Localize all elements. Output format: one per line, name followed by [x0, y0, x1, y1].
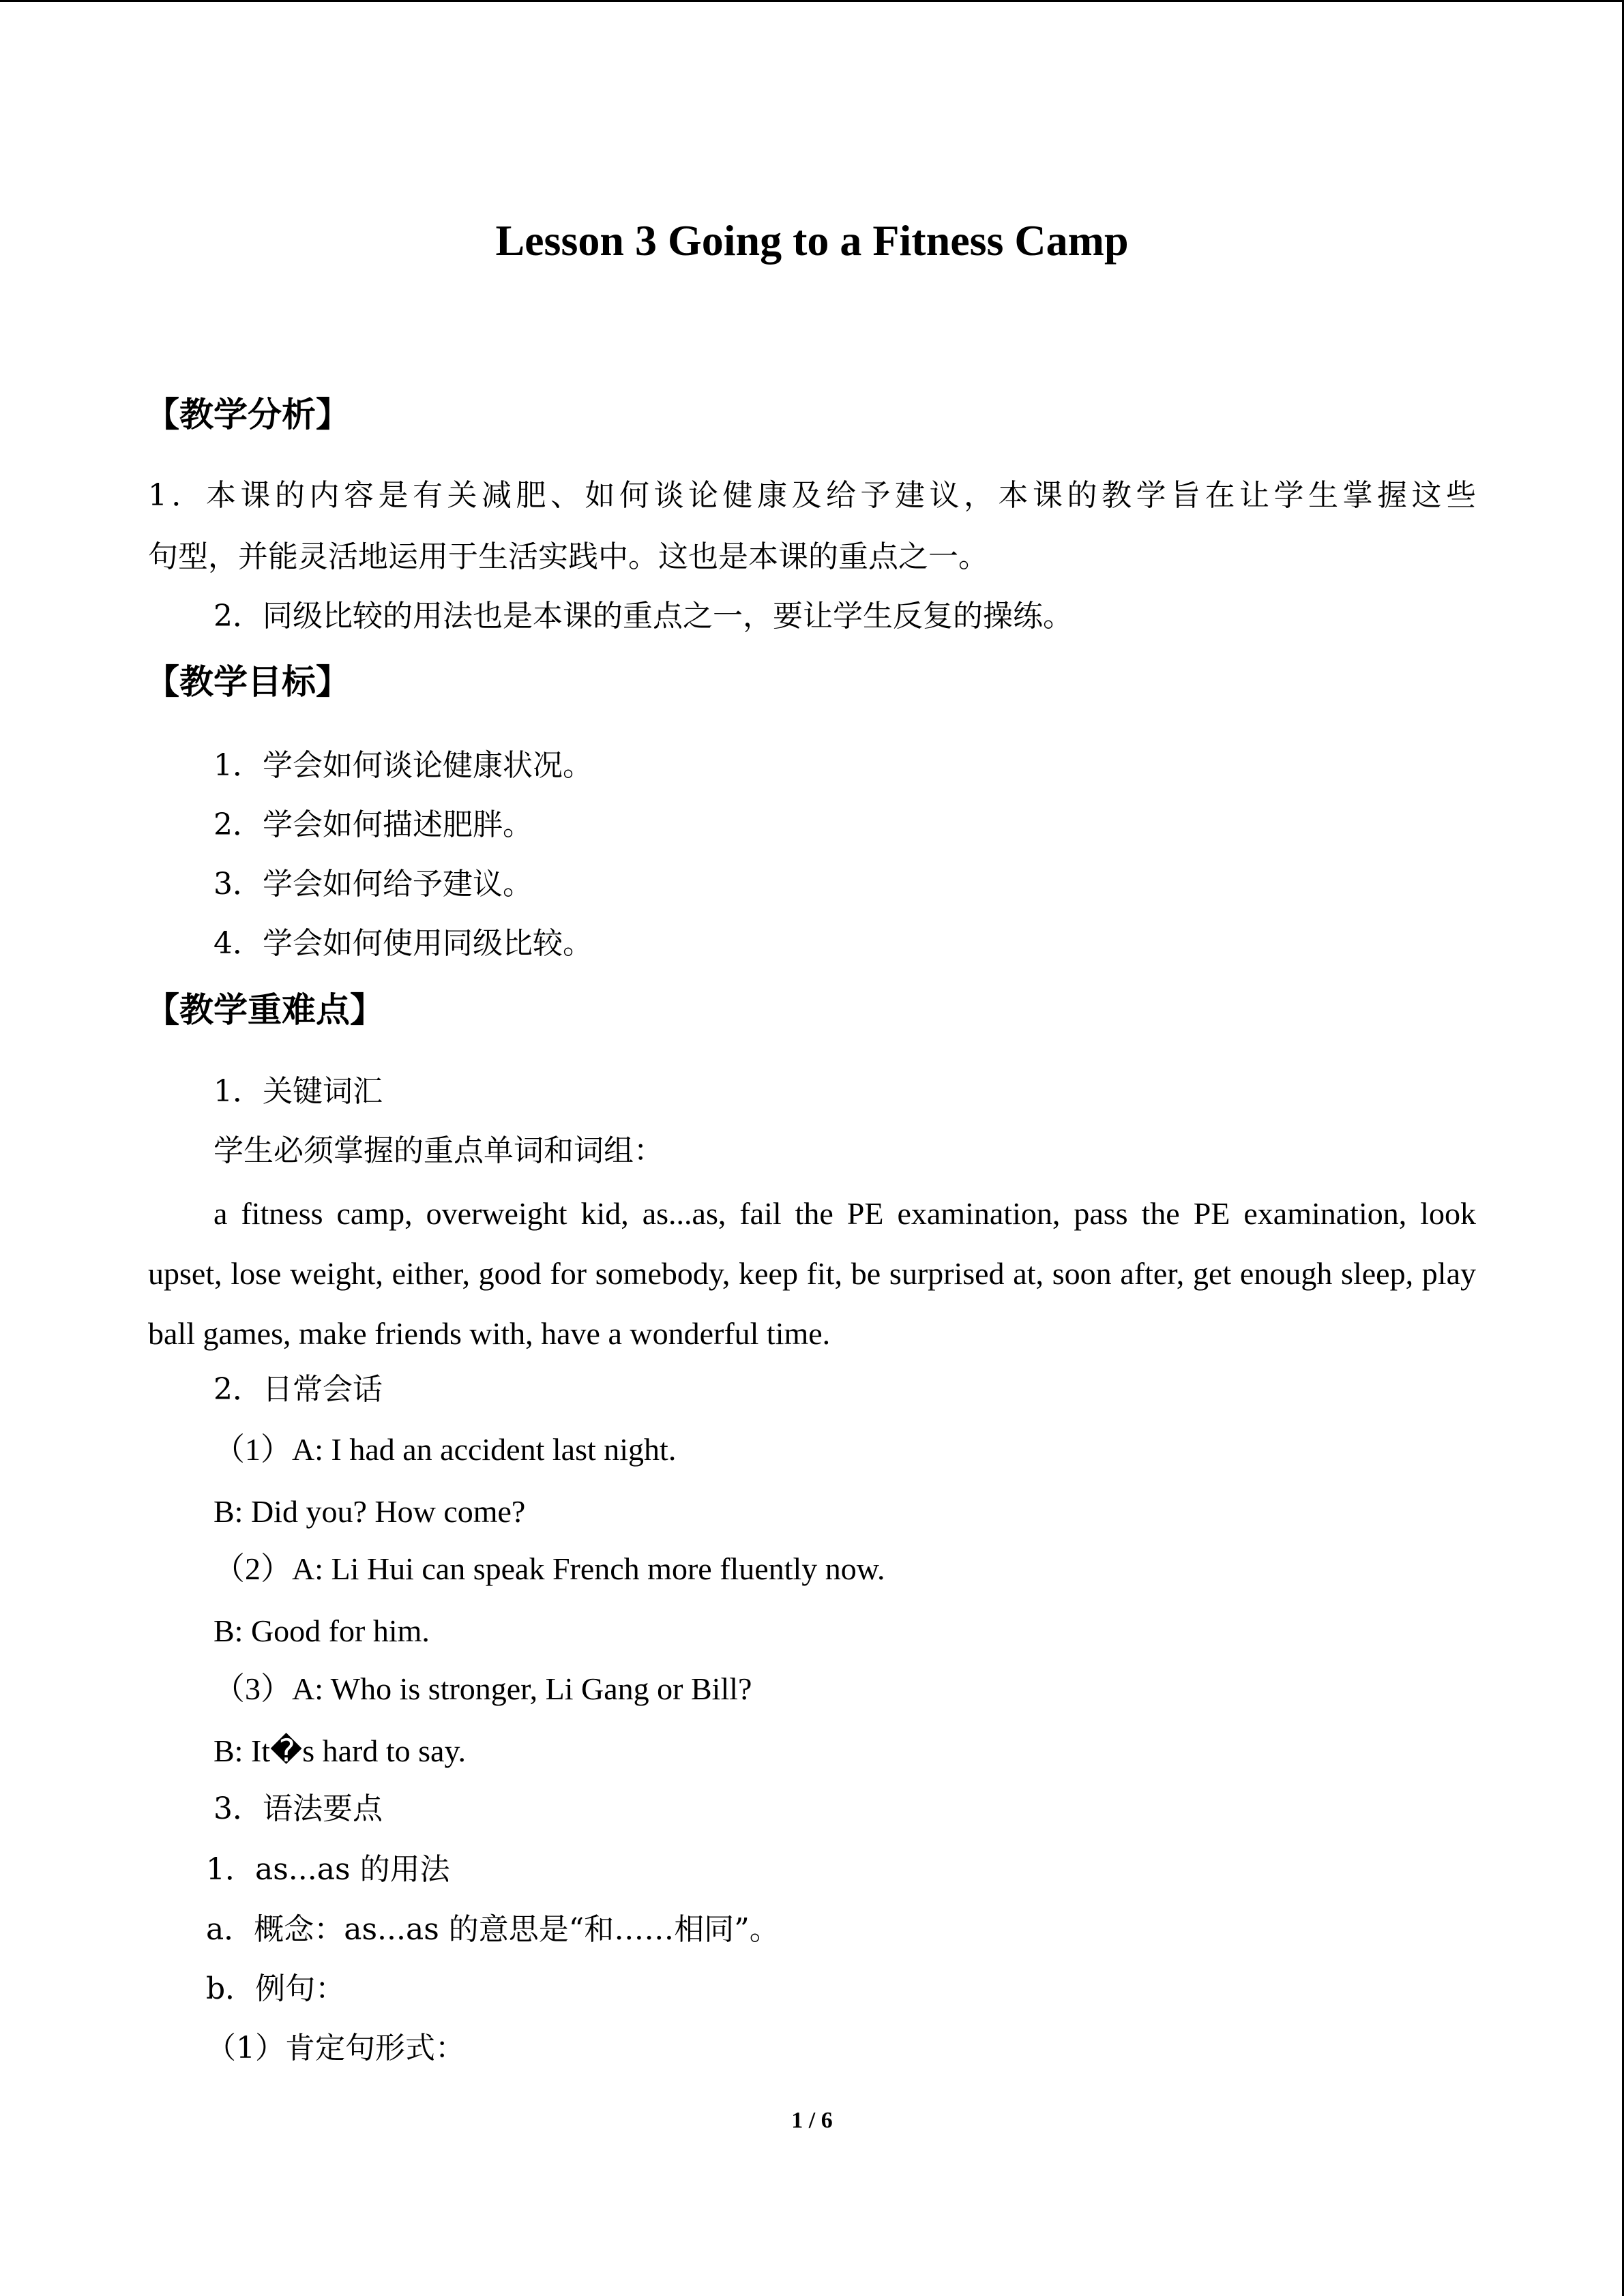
analysis-paragraph-1-line-1: 1．本课的内容是有关减肥、如何谈论健康及给予建议，本课的教学旨在让学生掌握这些 [148, 478, 1476, 513]
vocabulary-intro: 学生必须掌握的重点单词和词组： [213, 1133, 664, 1168]
dialogue-line-a: （2）A: Li Hui can speak French more fluently now. [213, 1551, 885, 1586]
document-title: Lesson 3 Going to a Fitness Camp [495, 216, 1129, 265]
section-heading-objectives: 【教学目标】 [145, 661, 350, 702]
analysis-paragraph-1-line-2: 句型，并能灵活地运用于生活实践中。这也是本课的重点之一。 [148, 539, 988, 574]
grammar-title: 3．语法要点 [213, 1791, 383, 1826]
objective-item: 4．学会如何使用同级比较。 [213, 926, 593, 961]
dialogue-line-b: B: It�s hard to say. [213, 1733, 466, 1768]
vocabulary-title: 1．关键词汇 [213, 1074, 383, 1109]
vocabulary-list: a fitness camp, overweight kid, as...as, fail the PE examination, pass the PE examination, look upset, lose weight, either, good for somebody, keep fit, be surprised at, soon after, get enough sleep, play ball games, make friends with, have a wonderful time. [148, 1196, 1476, 1351]
objective-item: 1．学会如何谈论健康状况。 [213, 748, 593, 783]
analysis-paragraph-2: 2．同级比较的用法也是本课的重点之一，要让学生反复的操练。 [213, 599, 1073, 633]
dialogue-line-b: B: Good for him. [213, 1613, 430, 1648]
dialogue-line-b: B: Did you? How come? [213, 1494, 526, 1529]
grammar-point-b: b．例句： [206, 1971, 346, 2006]
dialogue-title: 2．日常会话 [213, 1372, 383, 1407]
grammar-point-a: a．概念：as...as 的意思是“和……相同”。 [206, 1912, 780, 1947]
page-number: 1 / 6 [791, 2108, 833, 2133]
objective-item: 2．学会如何描述肥胖。 [213, 807, 533, 842]
section-heading-key-points: 【教学重难点】 [145, 989, 384, 1030]
section-heading-analysis: 【教学分析】 [145, 394, 350, 434]
objective-item: 3．学会如何给予建议。 [213, 867, 533, 901]
grammar-point-1: 1．as...as 的用法 [206, 1852, 450, 1887]
grammar-point-b1: （1）肯定句形式： [206, 2031, 465, 2066]
dialogue-line-a: （3）A: Who is stronger, Li Gang or Bill? [213, 1671, 752, 1706]
dialogue-line-a: （1）A: I had an accident last night. [213, 1432, 677, 1467]
